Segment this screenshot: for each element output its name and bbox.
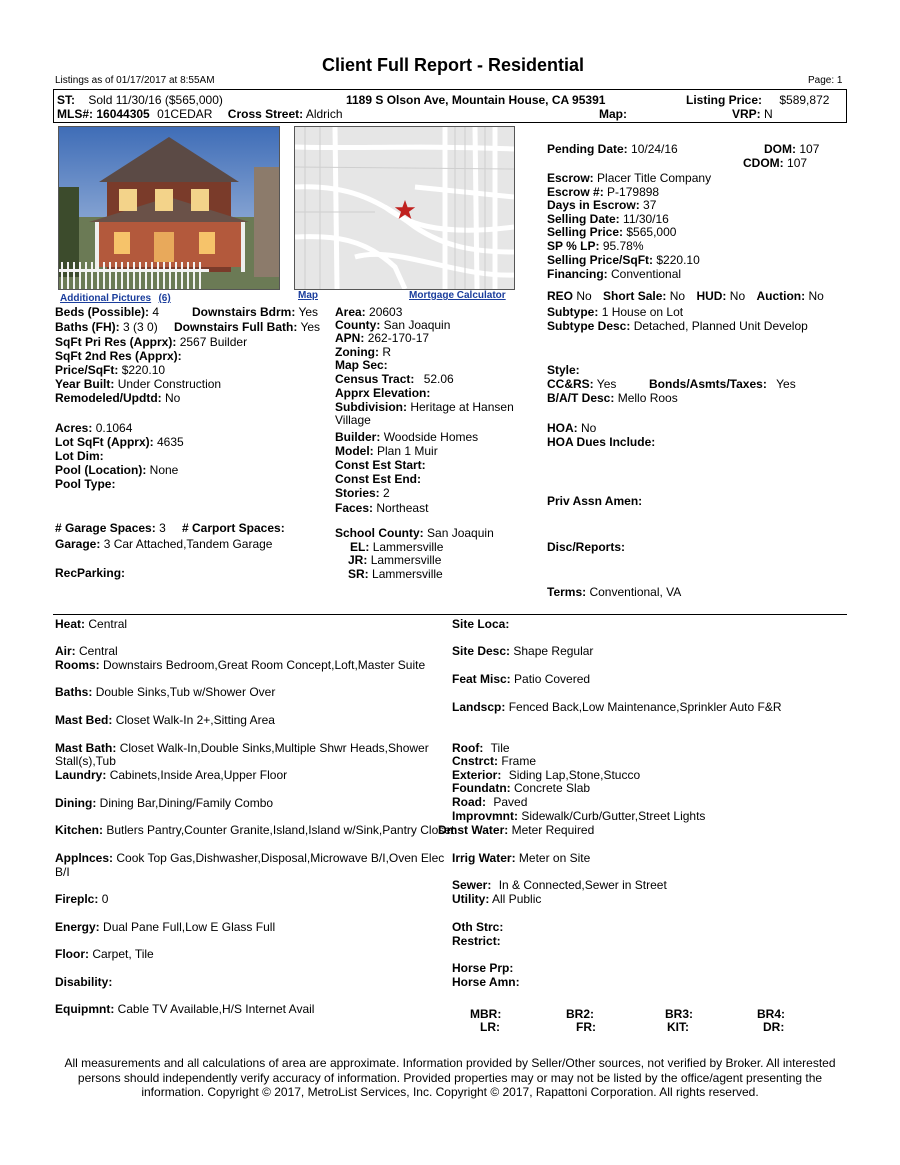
priv-assn-amen: Priv Assn Amen: (547, 494, 643, 508)
disclaimer-line-3: information. Copyright © 2017, MetroList Services, Inc. Copyright © 2017, Rapattoni Corporation. All rights reserved. (141, 1085, 759, 1099)
foundation: Foundatn: Concrete Slab (452, 781, 591, 795)
baths: Baths: Double Sinks,Tub w/Shower Over (55, 685, 276, 699)
subdivision-cont: Village (335, 413, 371, 427)
equipment: Equipmnt: Cable TV Available,H/S Internet Avail (55, 1002, 315, 1016)
status-row (57, 93, 223, 107)
kitchen: Kitchen: Butlers Pantry,Counter Granite,Island,Island w/Sink,Pantry Closet (55, 823, 455, 837)
disclaimer-line-1: All measurements and all calculations of area are approximate. Information provided by Seller/Other sources, not verified by Broker. All interested (64, 1056, 836, 1070)
mls-label: MLS#: (57, 107, 93, 121)
report-title: Client Full Report - Residential (322, 55, 585, 75)
appliances-cont: B/I (55, 865, 70, 879)
cross-street: Aldrich (305, 107, 343, 121)
restrictions: Restrict: (452, 934, 501, 948)
landscape: Landscp: Fenced Back,Low Maintenance,Sprinkler Auto F&R (452, 700, 782, 714)
lot-dim: Lot Dim: (55, 449, 104, 463)
status-flags: REO No Short Sale: No HUD: No Auction: No (547, 289, 824, 303)
dom: DOM: 107 (764, 142, 820, 156)
improvements: Improvmnt: Sidewalk/Curb/Gutter,Street Lights (452, 809, 706, 823)
feat-misc: Feat Misc: Patio Covered (452, 672, 591, 686)
horse-amenities: Horse Amn: (452, 975, 520, 989)
map-image[interactable] (294, 126, 515, 290)
escrow-number: Escrow #: P-179898 (547, 185, 660, 199)
map-link[interactable]: Map (298, 290, 318, 301)
status-label: ST: (57, 93, 75, 107)
financing: Financing: Conventional (547, 267, 682, 281)
sp-lp: SP % LP: 95.78% (547, 239, 644, 253)
fireplace: Fireplc: 0 (55, 892, 109, 906)
domestic-water: Dmst Water: Meter Required (438, 823, 595, 837)
downstairs-bdrm: Downstairs Bdrm: Yes (192, 305, 319, 319)
exterior: Exterior: Siding Lap,Stone,Stucco (452, 768, 641, 782)
disc-reports: Disc/Reports: (547, 540, 626, 554)
sewer: Sewer: In & Connected,Sewer in Street (452, 878, 667, 892)
status-value: Sold 11/30/16 ($565,000) (88, 93, 223, 107)
selling-date: Selling Date: 11/30/16 (547, 212, 669, 226)
page-number: Page: 1 (808, 75, 843, 86)
pool-type: Pool Type: (55, 477, 116, 491)
hoa-dues: HOA Dues Include: (547, 435, 656, 449)
master-bath-cont: Stall(s),Tub (55, 754, 116, 768)
pool-location: Pool (Location): None (55, 463, 179, 477)
room-dr: DR: (763, 1020, 785, 1034)
school-sr: SR: Lammersville (348, 567, 443, 581)
listings-as-of: Listings as of 01/17/2017 at 8:55AM (55, 75, 215, 86)
const-end: Const Est End: (335, 472, 421, 486)
mls-number: 16044305 (96, 107, 150, 121)
vrp-label: VRP: (732, 107, 761, 121)
apn: APN: 262-170-17 (335, 331, 430, 345)
master-bath: Mast Bath: Closet Walk-In,Double Sinks,Multiple Shwr Heads,Shower (55, 741, 429, 755)
master-bed: Mast Bed: Closet Walk-In 2+,Sitting Area (55, 713, 275, 727)
map-icon (295, 127, 514, 289)
site-loca: Site Loca: (452, 617, 510, 631)
energy: Energy: Dual Pane Full,Low E Glass Full (55, 920, 276, 934)
stories: Stories: 2 (335, 486, 390, 500)
carport-spaces: # Carport Spaces: (182, 521, 285, 535)
rooms: Rooms: Downstairs Bedroom,Great Room Concept,Loft,Master Suite (55, 658, 426, 672)
utility: Utility: All Public (452, 892, 542, 906)
house-photo[interactable] (58, 126, 280, 290)
room-br2: BR2: (566, 1007, 595, 1021)
days-in-escrow: Days in Escrow: 37 (547, 198, 657, 212)
disclaimer (60, 1056, 840, 1100)
garage: Garage: 3 Car Attached,Tandem Garage (55, 537, 273, 551)
map-sec: Map Sec: (335, 358, 388, 372)
disability: Disability: (55, 975, 113, 989)
room-lr: LR: (480, 1020, 500, 1034)
room-mbr: MBR: (470, 1007, 502, 1021)
terms: Terms: Conventional, VA (547, 585, 682, 599)
subtype: Subtype: 1 House on Lot (547, 305, 684, 319)
acres: Acres: 0.1064 (55, 421, 133, 435)
builder: Builder: Woodside Homes (335, 430, 479, 444)
sqft-pri: SqFt Pri Res (Apprx): 2567 Builder (55, 335, 248, 349)
school-jr: JR: Lammersville (348, 553, 442, 567)
property-address: 1189 S Olson Ave, Mountain House, CA 95391 (346, 93, 606, 107)
roof: Roof: Tile (452, 741, 510, 755)
additional-pictures-link[interactable] (60, 290, 171, 304)
construction: Cnstrct: Frame (452, 754, 537, 768)
room-kit: KIT: (667, 1020, 689, 1034)
floor: Floor: Carpet, Tile (55, 947, 154, 961)
selling-price: Selling Price: $565,000 (547, 225, 677, 239)
zoning: Zoning: R (335, 345, 391, 359)
heat: Heat: Central (55, 617, 128, 631)
road: Road: Paved (452, 795, 528, 809)
house-photo-icon (59, 127, 279, 289)
garage-spaces: # Garage Spaces: 3 (55, 521, 166, 535)
listing-price: $589,872 (779, 93, 830, 107)
map-label: Map: (599, 107, 627, 121)
beds: Beds (Possible): 4 (55, 305, 160, 319)
county: County: San Joaquin (335, 318, 451, 332)
dining: Dining: Dining Bar,Dining/Family Combo (55, 796, 274, 810)
rec-parking: RecParking: (55, 566, 126, 580)
mortgage-calculator-link[interactable]: Mortgage Calculator (409, 290, 506, 301)
const-start: Const Est Start: (335, 458, 426, 472)
school-el: EL: Lammersville (350, 540, 444, 554)
selling-price-sqft: Selling Price/SqFt: $220.10 (547, 253, 700, 267)
disclaimer-line-2: persons should independently verify accuracy of information. Provided properties may or may not be listed by the office/agent presenting the (77, 1070, 823, 1085)
year-built: Year Built: Under Construction (55, 377, 222, 391)
listing-price-label: Listing Price: (686, 93, 763, 107)
cross-street-label: Cross Street: (227, 107, 304, 121)
bonds-asmts-taxes: Bonds/Asmts/Taxes: Yes (649, 377, 796, 391)
air: Air: Central (55, 644, 118, 658)
laundry: Laundry: Cabinets,Inside Area,Upper Floor (55, 768, 288, 782)
mls-row (57, 107, 343, 121)
additional-pictures-label[interactable]: Additional Pictures (60, 293, 152, 304)
school-county: School County: San Joaquin (335, 526, 494, 540)
area: Area: 20603 (335, 305, 403, 319)
site-desc: Site Desc: Shape Regular (452, 644, 594, 658)
irrigation-water: Irrig Water: Meter on Site (452, 851, 591, 865)
subtype-desc: Subtype Desc: Detached, Planned Unit Develop (547, 319, 808, 333)
room-fr: FR: (576, 1020, 596, 1034)
style: Style: (547, 363, 580, 377)
room-br3: BR3: (665, 1007, 694, 1021)
remodeled: Remodeled/Updtd: No (55, 391, 181, 405)
other-structures: Oth Strc: (452, 920, 504, 934)
vrp-row (732, 107, 773, 121)
price-sqft: Price/SqFt: $220.10 (55, 363, 166, 377)
room-br4: BR4: (757, 1007, 786, 1021)
subdivision: Subdivision: Heritage at Hansen (335, 400, 514, 414)
census-tract: Census Tract: 52.06 (335, 372, 454, 386)
escrow: Escrow: Placer Title Company (547, 171, 712, 185)
listing-price-row (686, 93, 829, 107)
pending-date: Pending Date: 10/24/16 (547, 142, 678, 156)
pictures-count[interactable]: (6) (158, 293, 171, 304)
vrp-value: N (764, 107, 773, 121)
hoa: HOA: No (547, 421, 597, 435)
bat-desc: B/A/T Desc: Mello Roos (547, 391, 678, 405)
appliances: Applnces: Cook Top Gas,Dishwasher,Disposal,Microwave B/I,Oven Elec (55, 851, 445, 865)
lot-sqft: Lot SqFt (Apprx): 4635 (55, 435, 184, 449)
ccrs: CC&RS: Yes (547, 377, 617, 391)
cdom: CDOM: 107 (743, 156, 808, 170)
elevation: Apprx Elevation: (335, 386, 431, 400)
model: Model: Plan 1 Muir (335, 444, 438, 458)
downstairs-full-bath: Downstairs Full Bath: Yes (174, 320, 321, 334)
baths-fh: Baths (FH): 3 (3 0) (55, 320, 158, 334)
horse-property: Horse Prp: (452, 961, 514, 975)
office-code: 01CEDAR (157, 107, 213, 121)
faces: Faces: Northeast (335, 501, 429, 515)
sqft-2nd: SqFt 2nd Res (Apprx): (55, 349, 182, 363)
